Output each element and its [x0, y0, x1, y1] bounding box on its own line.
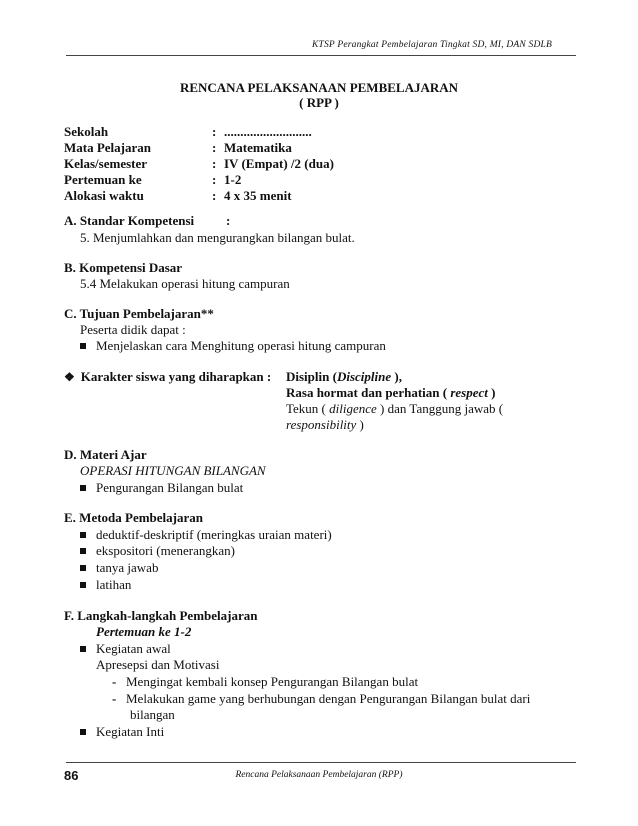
- section-b-item: 5.4 Melakukan operasi hitung campuran: [80, 276, 290, 291]
- identity-label: Alokasi waktu: [64, 188, 144, 203]
- list-item-text: ekspositori (menerangkan): [96, 543, 235, 558]
- identity-label: Pertemuan ke: [64, 172, 142, 187]
- bullet-square-icon: [80, 485, 86, 491]
- dash-item-text: Melakukan game yang berhubungan dengan Pengurangan Bilangan bulat dari: [126, 691, 531, 706]
- section-d-heading: D. Materi Ajar: [64, 447, 147, 462]
- list-item-text: Pengurangan Bilangan bulat: [96, 480, 244, 495]
- dash-item-text: Mengingat kembali konsep Pengurangan Bilangan bulat: [126, 674, 419, 689]
- list-item: [80, 724, 164, 740]
- karakter-term: diligence: [329, 401, 377, 416]
- karakter-line-4: [286, 417, 364, 433]
- identity-colon: :: [212, 124, 217, 139]
- list-item: [80, 480, 243, 496]
- dash-bullet-icon: -: [112, 674, 117, 689]
- section-f-subheading: Pertemuan ke 1-2: [96, 624, 192, 639]
- karakter-text: ),: [391, 369, 402, 384]
- diamond-bullet-icon: ❖: [64, 370, 75, 384]
- identity-colon: :: [212, 140, 217, 155]
- bullet-square-icon: [80, 582, 86, 588]
- bullet-square-icon: [80, 646, 86, 652]
- section-a-heading: A. Standar Kompetensi: [64, 213, 195, 228]
- dash-bullet-icon: -: [112, 691, 117, 706]
- document-subtitle: ( RPP ): [299, 95, 339, 110]
- list-item: [80, 577, 131, 593]
- identity-value: Matematika: [224, 140, 292, 155]
- identity-colon: :: [212, 172, 217, 187]
- bullet-square-icon: [80, 565, 86, 571]
- footer-title: Rencana Pelaksanaan Pembelajaran (RPP): [235, 770, 403, 780]
- footer-rule: [66, 762, 576, 763]
- bullet-square-icon: [80, 343, 86, 349]
- section-f-heading: F. Langkah-langkah Pembelajaran: [64, 608, 258, 623]
- section-b-heading: B. Kompetensi Dasar: [64, 260, 183, 275]
- list-item-text: Kegiatan awal: [96, 641, 171, 656]
- list-item-text: Kegiatan Inti: [96, 724, 165, 739]
- section-e-heading: E. Metoda Pembelajaran: [64, 510, 204, 525]
- list-item-text: tanya jawab: [96, 560, 159, 575]
- karakter-text: ): [487, 385, 496, 400]
- identity-colon: :: [212, 156, 217, 171]
- karakter-heading: [64, 369, 271, 385]
- karakter-text: ): [356, 417, 364, 432]
- identity-value: 1-2: [224, 172, 242, 187]
- list-item: [80, 338, 386, 354]
- dash-item-continuation: bilangan: [130, 707, 175, 722]
- list-item: [80, 641, 171, 657]
- section-a-item: 5. Menjumlahkan dan mengurangkan bilangan bulat.: [80, 230, 355, 245]
- list-item-text: latihan: [96, 577, 132, 592]
- section-d-subheading: OPERASI HITUNGAN BILANGAN: [80, 463, 266, 478]
- bullet-square-icon: [80, 729, 86, 735]
- dash-item: [112, 691, 530, 707]
- bullet-square-icon: [80, 532, 86, 538]
- list-item: [80, 527, 332, 543]
- identity-label: Sekolah: [64, 124, 109, 139]
- dash-item: [112, 674, 418, 690]
- list-item-text: deduktif-deskriptif (meringkas uraian materi): [96, 527, 332, 542]
- karakter-heading-text: Karakter siswa yang diharapkan :: [80, 369, 272, 384]
- identity-label: Mata Pelajaran: [64, 140, 152, 155]
- running-header: KTSP Perangkat Pembelajaran Tingkat SD, MI, DAN SDLB: [311, 40, 552, 50]
- section-a-colon: :: [226, 213, 231, 228]
- karakter-line-1: [286, 369, 402, 385]
- identity-value: 4 x 35 menit: [224, 188, 292, 203]
- section-c-heading: C. Tujuan Pembelajaran**: [64, 306, 214, 321]
- bullet-square-icon: [80, 548, 86, 554]
- karakter-term: Discipline: [336, 369, 392, 384]
- karakter-text: Tekun (: [286, 401, 330, 416]
- list-subtext: Apresepsi dan Motivasi: [96, 657, 220, 672]
- karakter-text: Disiplin (: [286, 369, 337, 384]
- identity-value: IV (Empat) /2 (dua): [224, 156, 334, 171]
- identity-colon: :: [212, 188, 217, 203]
- page-number: 86: [64, 768, 79, 783]
- list-item: [80, 543, 235, 559]
- karakter-text: ) dan Tanggung jawab (: [376, 401, 504, 416]
- identity-value: ...........................: [224, 124, 312, 139]
- list-item: [80, 560, 158, 576]
- header-rule: [66, 55, 576, 56]
- list-item-text: Menjelaskan cara Menghitung operasi hitung campuran: [96, 338, 386, 353]
- document-title: RENCANA PELAKSANAAN PEMBELAJARAN: [179, 80, 459, 95]
- karakter-line-3: [286, 401, 503, 417]
- karakter-text: Rasa hormat dan perhatian (: [286, 385, 451, 400]
- identity-label: Kelas/semester: [64, 156, 148, 171]
- section-c-intro: Peserta didik dapat :: [80, 322, 186, 337]
- karakter-line-2: [286, 385, 495, 401]
- karakter-term: respect: [450, 385, 488, 400]
- karakter-term: responsibility: [286, 417, 357, 432]
